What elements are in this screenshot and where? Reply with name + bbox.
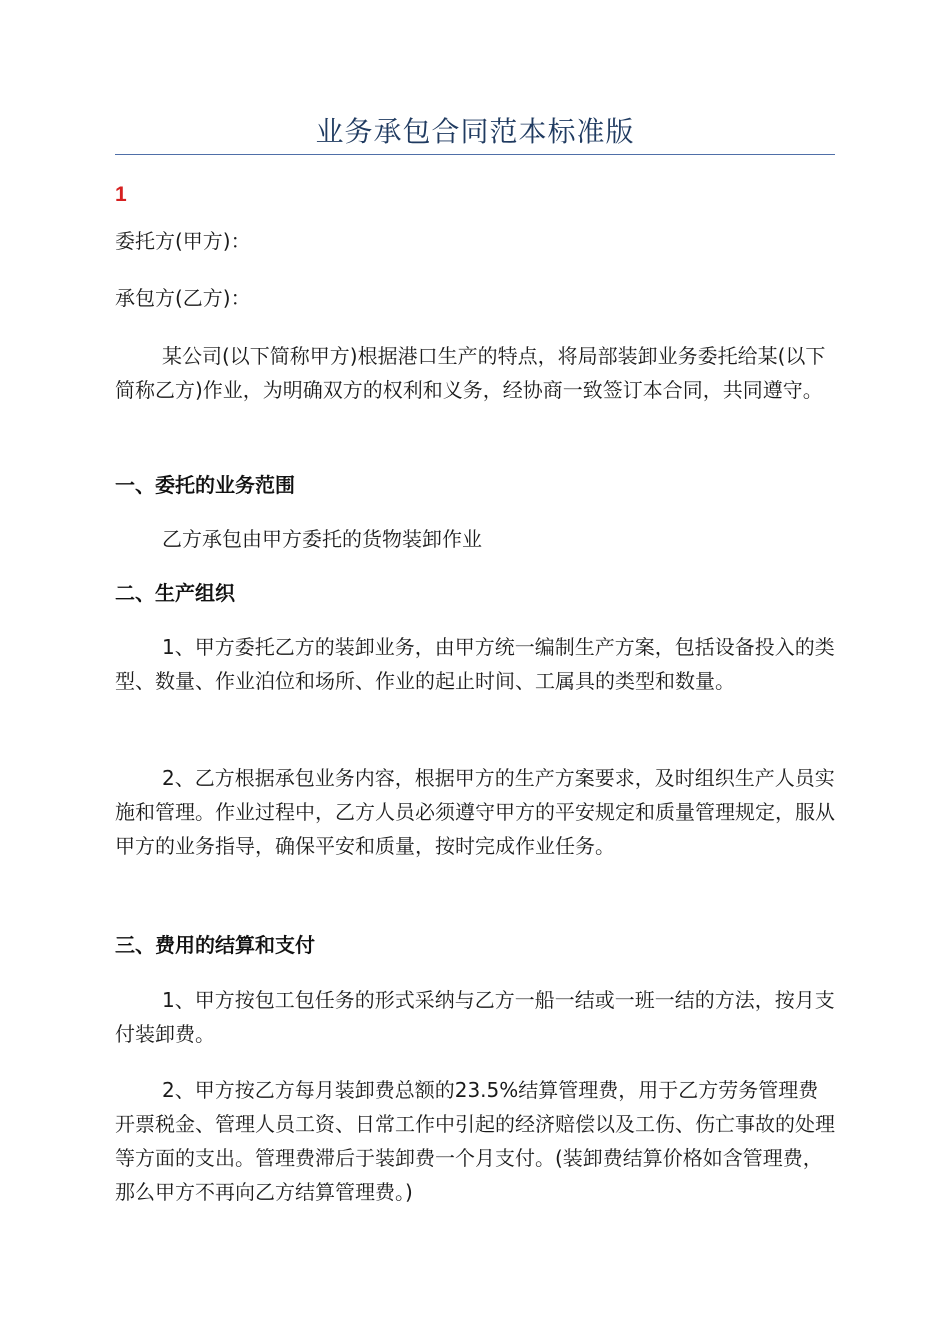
production-paragraph-1: 1、甲方委托乙方的装卸业务，由甲方统一编制生产方案，包括设备投入的类型、数量、作业泊位和场所、作业的起止时间、工属具的类型和数量。 <box>115 635 835 693</box>
intro-paragraph: 某公司(以下简称甲方)根据港口生产的特点，将局部装卸业务委托给某(以下简称乙方)作业，为明确双方的权利和义务，经协商一致签订本合同，共同遵守。 <box>115 344 826 402</box>
title-underline <box>115 154 835 155</box>
production-paragraph-2: 2、乙方根据承包业务内容，根据甲方的生产方案要求，及时组织生产人员实施和管理。作业过程中，乙方人员必须遵守甲方的平安规定和质量管理规定，服从甲方的业务指导，确保平安和质量，按时完成作业任务。 <box>115 766 835 858</box>
section-number: 1 <box>115 183 127 206</box>
document-title: 业务承包合同范本标准版 <box>315 115 635 148</box>
payment-paragraph-1: 1、甲方按包工包任务的形式采纳与乙方一船一结或一班一结的方法，按月支付装卸费。 <box>115 988 835 1046</box>
scope-paragraph: 乙方承包由甲方委托的货物装卸作业 <box>162 527 482 551</box>
payment-paragraph-2: 2、甲方按乙方每月装卸费总额的23.5%结算管理费，用于乙方劳务管理费开票税金、管理人员工资、日常工作中引起的经济赔偿以及工伤、伤亡事故的处理等方面的支出。管理费滞后于装卸费一个月支付。(装卸费结算价格如含管理费，那么甲方不再向乙方结算管理费。) <box>115 1078 835 1204</box>
contractor-label: 承包方(乙方)： <box>115 286 251 310</box>
section-heading-production: 二、生产组织 <box>115 581 235 605</box>
client-label: 委托方(甲方)： <box>115 229 251 253</box>
section-heading-payment: 三、费用的结算和支付 <box>115 933 315 957</box>
section-heading-scope: 一、委托的业务范围 <box>115 473 295 497</box>
